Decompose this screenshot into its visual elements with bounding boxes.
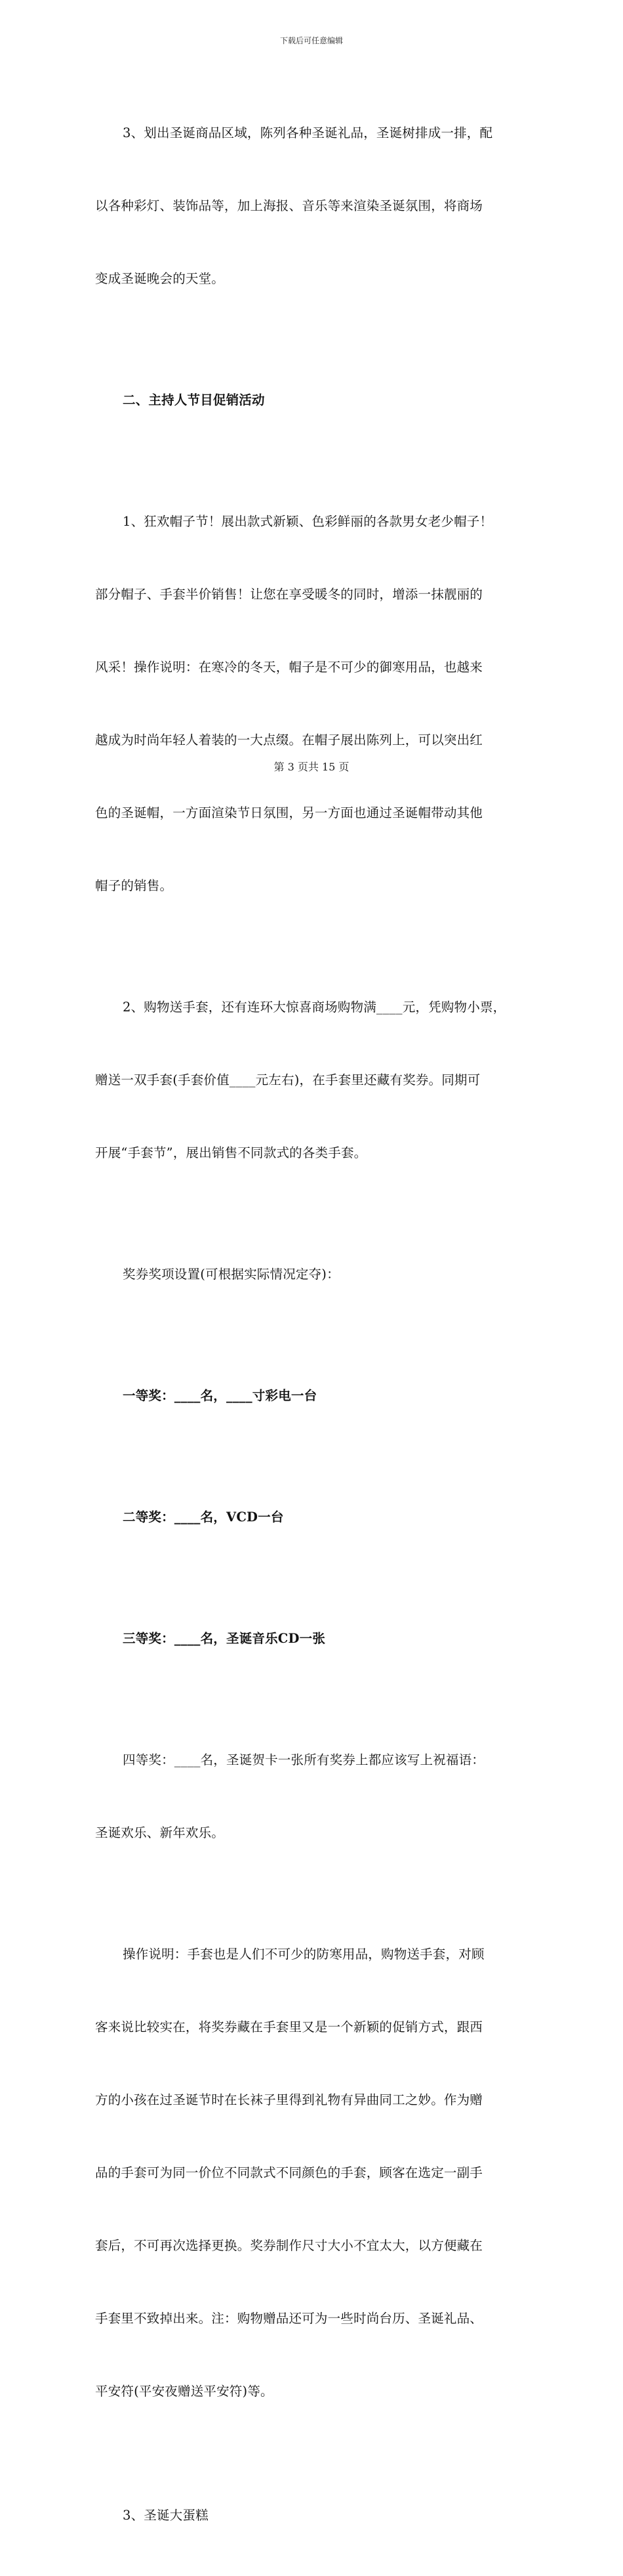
text-line: 品的手套可为同一价位不同款式不同颜色的手套，顾客在选定一副手 — [95, 2165, 483, 2180]
text-line: 3、圣诞大蛋糕 — [123, 2508, 209, 2523]
text-line: 客来说比较实在，将奖券藏在手套里又是一个新颖的促销方式，跟西 — [95, 2019, 483, 2035]
prize-second — [95, 1456, 531, 1578]
text-line: 三等奖：____名，圣诞音乐CD一张 — [123, 1631, 326, 1646]
paragraph-cake — [95, 2455, 531, 2576]
prize-first — [95, 1335, 531, 1456]
text-line: 手套里不致掉出来。注：购物赠品还可为一些时尚台历、圣诞礼品、 — [95, 2311, 483, 2326]
text-line: 1、狂欢帽子节！展出款式新颖、色彩鲜丽的各款男女老少帽子！ — [123, 514, 493, 529]
text-line: 部分帽子、手套半价销售！让您在享受暖冬的同时，增添一抹靓丽的 — [95, 587, 483, 602]
text-line: 越成为时尚年轻人着装的一大点缀。在帽子展出陈列上，可以突出红 — [95, 732, 483, 748]
page-footer: 第 3 页共 15 页 — [273, 761, 350, 773]
paragraph-operation-notes — [95, 1893, 531, 2452]
text-line: 方的小孩在过圣诞节时在长袜子里得到礼物有异曲同工之妙。作为赠 — [95, 2092, 483, 2107]
paragraph-store-zone — [95, 72, 531, 339]
text-line: 以各种彩灯、装饰品等，加上海报、音乐等来渲染圣诞氛围，将商场 — [95, 198, 483, 213]
paragraph-hat-festival — [95, 461, 531, 946]
text-line: 操作说明：手套也是人们不可少的防寒用品，购物送手套，对顾 — [123, 1947, 485, 1962]
text-line: 圣诞欢乐、新年欢乐。 — [95, 1825, 225, 1840]
prize-fourth — [95, 1699, 531, 1893]
text-line: 二等奖：____名，VCD一台 — [123, 1510, 284, 1525]
text-line: 3、划出圣诞商品区域，陈列各种圣诞礼品，圣诞树排成一排，配 — [123, 125, 493, 140]
text-line: 帽子的销售。 — [95, 878, 173, 893]
prize-third — [95, 1578, 531, 1699]
heading-text: 二、主持人节目促销活动 — [123, 392, 265, 408]
text-line: 风采！操作说明：在寒冷的冬天，帽子是不可少的御寒用品，也越来 — [95, 660, 483, 675]
text-line: 奖券奖项设置(可根据实际情况定夺)： — [123, 1267, 340, 1282]
text-line: 平安符(平安夜赠送平安符)等。 — [95, 2384, 273, 2399]
document-body — [95, 72, 531, 2576]
text-line: 开展“手套节”，展出销售不同款式的各类手套。 — [95, 1145, 367, 1160]
text-line: 色的圣诞帽，一方面渲染节日氛围，另一方面也通过圣诞帽带动其他 — [95, 805, 483, 820]
page-header: 下载后可任意编辑 — [279, 36, 343, 45]
text-line: 四等奖：____名，圣诞贺卡一张所有奖券上都应该写上祝福语： — [123, 1752, 485, 1767]
section-heading — [95, 339, 531, 461]
paragraph-prize-setup — [95, 1214, 531, 1335]
text-line: 赠送一双手套(手套价值____元左右)，在手套里还藏有奖券。同期可 — [95, 1072, 481, 1087]
text-line: 套后，不可再次选择更换。奖券制作尺寸大小不宜太大，以方便藏在 — [95, 2238, 483, 2253]
text-line: 变成圣诞晚会的天堂。 — [95, 271, 225, 286]
text-line: 一等奖：____名，____寸彩电一台 — [123, 1388, 317, 1403]
text-line: 2、购物送手套，还有连环大惊喜商场购物满____元，凭购物小票， — [123, 1000, 506, 1015]
paragraph-gloves — [95, 946, 531, 1214]
